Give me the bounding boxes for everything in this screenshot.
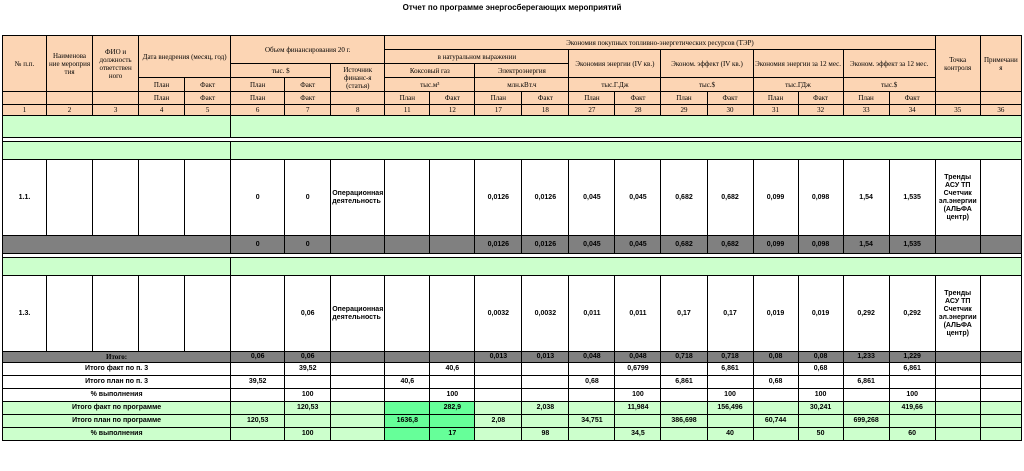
- column-number: 3: [93, 105, 139, 116]
- header-unit-usd: тыс.$: [661, 78, 753, 92]
- column-number: 7: [285, 105, 331, 116]
- header-fact: Факт: [707, 92, 753, 105]
- header-unit-coke: тыс.м³: [385, 78, 475, 92]
- column-number: 18: [522, 105, 569, 116]
- column-number: 4: [139, 105, 185, 116]
- header-plan: План: [475, 92, 522, 105]
- summary-row: % выполнения 100 100 100 100 100 100: [3, 389, 1022, 402]
- header-finance: Объем финансирования 20 г.: [231, 36, 385, 64]
- header-date-plan: План: [139, 78, 185, 92]
- header-natural: в натуральном выражении: [385, 50, 569, 64]
- subsection-band-row: [3, 142, 1022, 160]
- header-row-5: [3, 92, 1022, 105]
- header-econ-effect-12: Эконом. эффект за 12 мес.: [843, 50, 935, 78]
- program-summary-row: Итого план по программе 120,53 1636,8 2,08 34,751 386,698 60,744 699,268: [3, 415, 1022, 428]
- column-number: 11: [385, 105, 430, 116]
- header-electro: Электроэнергия: [475, 64, 569, 78]
- header-coke-gas: Коксовый газ: [385, 64, 475, 78]
- subtotal-row: 0 0 0,0126 0,0126 0,045 0,045 0,682 0,682 0,099 0,098 1,54 1,535: [3, 236, 1022, 254]
- header-econ-effect-iv: Эконом. эффект (IV кв.): [661, 50, 753, 78]
- header-fact: Факт: [185, 92, 231, 105]
- header-fact: Факт: [522, 92, 569, 105]
- header-unit-gj2: тыс.ГДж: [753, 78, 843, 92]
- column-number-row: [3, 105, 1022, 116]
- section-band-row: [3, 116, 1022, 138]
- column-number: 5: [185, 105, 231, 116]
- summary-row: Итого план по п. 3 39,52 40,6 0,68 6,861 0,68 6,861: [3, 376, 1022, 389]
- column-number: 27: [569, 105, 615, 116]
- header-fact: Факт: [798, 92, 843, 105]
- header-date: Дата внедрения (месяц, год): [139, 36, 231, 78]
- header-fin-fact: Факт: [285, 78, 331, 92]
- column-number: 12: [430, 105, 475, 116]
- header-row-1: [3, 36, 1022, 50]
- header-plan: План: [753, 92, 798, 105]
- header-num: № п.п.: [3, 36, 47, 92]
- header-control: Точка контроля: [935, 36, 980, 92]
- header-economy: Экономия покупных топливно-энергетических ресурсов (ТЭР): [385, 36, 935, 50]
- column-number: 31: [753, 105, 798, 116]
- header-fact: Факт: [430, 92, 475, 105]
- header-fact: Факт: [615, 92, 661, 105]
- header-source: Источник финанс-я (статья): [331, 64, 385, 92]
- header-econ-energy-iv: Экономия энергии (IV кв.): [569, 50, 661, 78]
- header-thous-usd: тыс. $: [231, 64, 331, 78]
- report-table: [2, 35, 1022, 441]
- total-row: Итого: 0,06 0,06 0,013 0,013 0,048 0,048 0,718 0,718 0,08 0,08 1,233 1,229: [3, 352, 1022, 363]
- header-name: Наименова ние мероприя тия: [47, 36, 93, 92]
- column-number: 17: [475, 105, 522, 116]
- header-plan: План: [231, 92, 285, 105]
- column-number: 32: [798, 105, 843, 116]
- header-plan: План: [139, 92, 185, 105]
- column-number: 33: [843, 105, 889, 116]
- table-row: 1.3. 0,06 Операционная деятельность 0,0032 0,0032 0,011 0,011 0,17 0,17 0,019 0,019 0,292 0,292 Тренды АСУ ТП Счетчик эл.энергии (АЛЬФА центр): [3, 276, 1022, 352]
- header-row-4: [3, 78, 1022, 92]
- header-plan: План: [569, 92, 615, 105]
- header-plan: План: [661, 92, 707, 105]
- header-unit-gj: тыс.Г.Дж: [569, 78, 661, 92]
- column-number: 28: [615, 105, 661, 116]
- header-plan: План: [385, 92, 430, 105]
- header-fact: Факт: [889, 92, 935, 105]
- column-number: 34: [889, 105, 935, 116]
- table-row: 1.1. 0 0 Операционная деятельность 0,0126 0,0126 0,045 0,045 0,682 0,682 0,099 0,098 1,54 1,535 Тренды АСУ ТП Счетчик эл.энергии (АЛЬФА центр): [3, 160, 1022, 236]
- header-unit-usd2: тыс.$: [843, 78, 935, 92]
- header-fin-plan: План: [231, 78, 285, 92]
- column-number: 2: [47, 105, 93, 116]
- column-number: 36: [980, 105, 1021, 116]
- subsection-band-row: [3, 258, 1022, 276]
- report-title: Отчет по программе энергосберегающих мероприятий: [402, 3, 622, 12]
- summary-row: Итого факт по п. 3 39,52 40,6 0,6799 6,861 0,68 6,861: [3, 363, 1022, 376]
- column-number: 8: [331, 105, 385, 116]
- header-notes: Примечани я: [980, 36, 1021, 92]
- header-plan: План: [843, 92, 889, 105]
- header-unit-mwh: млн.кВт.ч: [475, 78, 569, 92]
- column-number: 35: [935, 105, 980, 116]
- header-fio: ФИО и должность ответствен ного: [93, 36, 139, 92]
- column-number: 30: [707, 105, 753, 116]
- column-number: 29: [661, 105, 707, 116]
- header-date-fact: Факт: [185, 78, 231, 92]
- program-summary-row: Итого факт по программе 120,53 282,9 2,038 11,984 156,496 30,241 419,66: [3, 402, 1022, 415]
- header-fact: Факт: [285, 92, 331, 105]
- header-econ-energy-12: Экономия энергии за 12 мес.: [753, 50, 843, 78]
- column-number: 1: [3, 105, 47, 116]
- column-number: 6: [231, 105, 285, 116]
- program-summary-row: % выполнения 100 17 98 34,5 40 50 60: [3, 428, 1022, 441]
